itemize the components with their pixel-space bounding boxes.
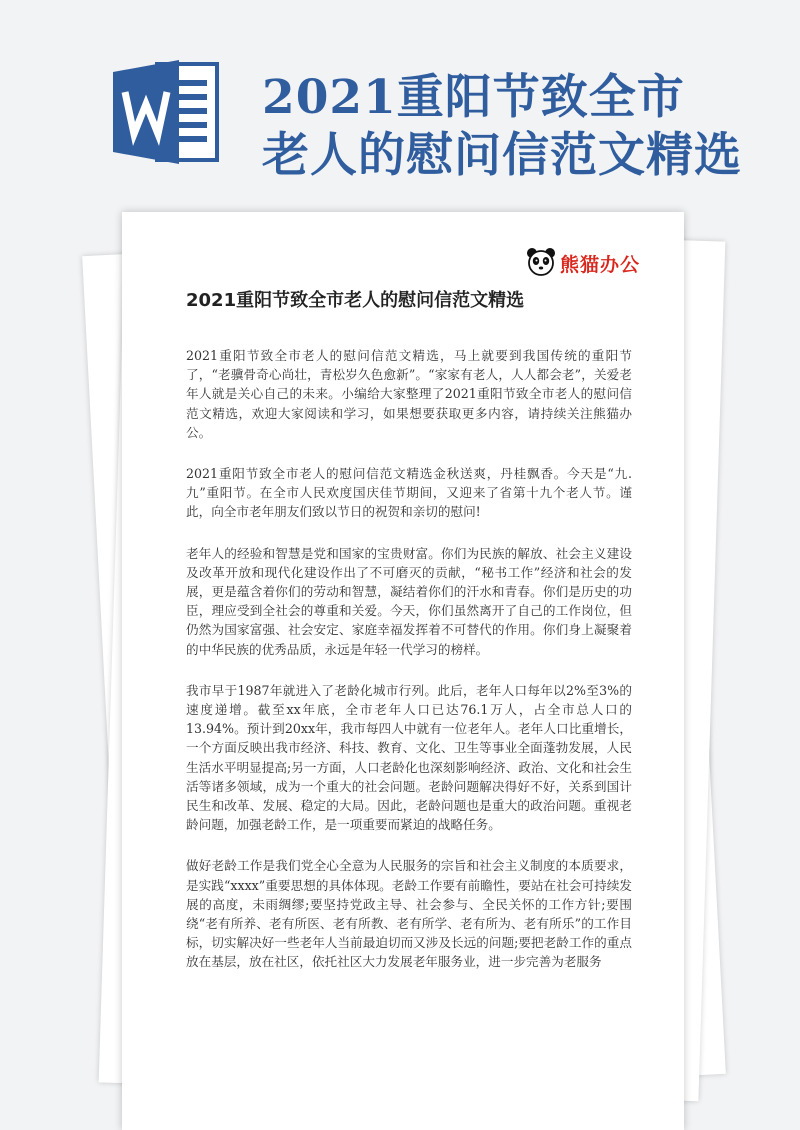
word-document-icon	[113, 58, 221, 166]
paragraph: 2021重阳节致全市老人的慰问信范文精选，马上就要到我国传统的重阳节了，“老骥骨奇心尚壮，青松岁久色愈新”。“家家有老人，人人都会老”，关爱老年人就是关心自己的未来。小编给大家整理了2021重阳节致全市老人的慰问信范文精选，欢迎大家阅读和学习，如果想要获取更多内容，请持续关注熊猫办公。	[186, 348, 632, 440]
paragraph: 2021重阳节致全市老人的慰问信范文精选金秋送爽，丹桂飘香。今天是“九.九”重阳节。在全市人民欢度国庆佳节期间，又迎来了省第十九个老人节。谨此，向全市老年朋友们致以节日的祝贺和亲切的慰问!	[186, 466, 632, 520]
page-title-line-2: 老人的慰问信范文精选	[262, 128, 742, 183]
paragraph: 老年人的经验和智慧是党和国家的宝贵财富。你们为民族的解放、社会主义建设及改革开放和现代化建设作出了不可磨灭的贡献，“秘书工作”经济和社会的发展，更是蕴含着你们的劳动和智慧，凝结着你们的汗水和青春。你们是历史的功臣，理应受到全社会的尊重和关爱。今天，你们虽然离开了自己的工作岗位，但仍然为国家富强、社会安定、家庭幸福发挥着不可替代的作用。你们身上凝聚着的中华民族的优秀品质，永远是年轻一代学习的榜样。	[186, 545, 632, 657]
document-page	[122, 212, 684, 1130]
paragraph: 我市早于1987年就进入了老龄化城市行列。此后，老年人口每年以2%至3%的速度递增。截至xx年底，全市老年人口已达76.1万人，占全市总人口的13.94%。预计到20xx年，我市每四人中就有一位老年人。老年人口比重增长，一个方面反映出我市经济、科技、教育、文化、卫生等事业全面蓬勃发展，人民生活水平明显提高;另一方面，人口老龄化也深刻影响经济、政治、文化和社会生活等诸多领域，成为一个重大的社会问题。老龄问题解决得好不好，关系到国计民生和改革、发展、稳定的大局。因此，老龄问题也是重大的政治问题。重视老龄问题，加强老龄工作，是一项重要而紧迫的战略任务。	[186, 682, 632, 833]
header-banner	[0, 0, 800, 200]
page-title-line-1: 2021重阳节致全市	[262, 70, 685, 125]
panda-icon	[526, 247, 556, 277]
document-body	[186, 346, 632, 994]
document-title: 2021重阳节致全市老人的慰问信范文精选	[186, 290, 525, 311]
paragraph: 做好老龄工作是我们党全心全意为人民服务的宗旨和社会主义制度的本质要求，是实践“xxxx”重要思想的具体体现。老龄工作要有前瞻性，要站在社会可持续发展的高度，未雨绸缪;要坚持党政主导、社会参与、全民关怀的工作方针;要围绕“老有所养、老有所医、老有所教、老有所学、老有所为、老有所乐”的工作目标，切实解决好一些老年人当前最迫切而又涉及长远的问题;要把老龄工作的重点放在基层，放在社区，依托社区大力发展老年服务业，进一步完善为老服务	[186, 858, 632, 970]
brand-logo	[526, 247, 642, 277]
brand-logo-text: 熊猫办公	[560, 254, 641, 276]
